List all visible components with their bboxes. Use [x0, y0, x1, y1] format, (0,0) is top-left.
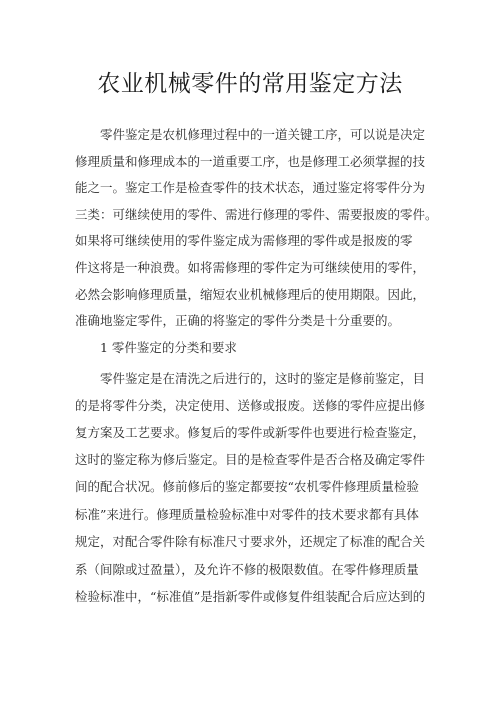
paragraph-line: 修理质量和修理成本的一道重要工序，也是修理工必须掌握的技	[75, 154, 426, 169]
paragraph-line: 规定，对配合零件除有标准尺寸要求外，还规定了标准的配合关	[75, 534, 426, 549]
paragraph-line: 如果将可继续使用的零件鉴定成为需修理的零件或是报废的零	[75, 233, 413, 248]
paragraph-line: 的是将零件分类，决定使用、送修或报废。送修的零件应提出修	[75, 398, 426, 413]
document-title: 农业机械零件的常用鉴定方法	[97, 71, 403, 97]
paragraph-line: 件这将是一种浪费。如将需修理的零件定为可继续使用的零件，	[75, 260, 426, 275]
paragraph-line: 准确地鉴定零件，正确的将鉴定的零件分类是十分重要的。	[75, 313, 401, 328]
section-heading: 1 零件鉴定的分类和要求	[100, 340, 237, 355]
paragraph-line: 零件鉴定是农机修理过程中的一道关键工序，可以说是决定	[100, 127, 426, 142]
paragraph-line: 这时的鉴定称为修后鉴定。目的是检查零件是否合格及确定零件	[75, 452, 426, 467]
paragraph-line: 必然会影响修理质量，缩短农业机械修理后的使用期限。因此，	[75, 287, 426, 302]
paragraph-line: 标准”来进行。修理质量检验标准中对零件的技术要求都有具体	[75, 507, 419, 522]
paragraph-line: 三类：可继续使用的零件、需进行修理的零件、需要报废的零件。	[75, 207, 438, 222]
paragraph-line: 零件鉴定是在清洗之后进行的，这时的鉴定是修前鉴定，目	[100, 371, 426, 386]
paragraph-line: 间的配合状况。修前修后的鉴定都要按“农机零件修理质量检验	[75, 479, 419, 494]
paragraph-line: 系（间隙或过盈量），及允许不修的极限数值。在零件修理质量	[75, 562, 419, 577]
paragraph-line: 检验标准中，“标准值”是指新零件或修复件组装配合后应达到的	[75, 589, 426, 604]
paragraph-line: 复方案及工艺要求。修复后的零件或新零件也要进行检查鉴定，	[75, 425, 426, 440]
paragraph-line: 能之一。鉴定工作是检查零件的技术状态，通过鉴定将零件分为	[75, 180, 426, 195]
